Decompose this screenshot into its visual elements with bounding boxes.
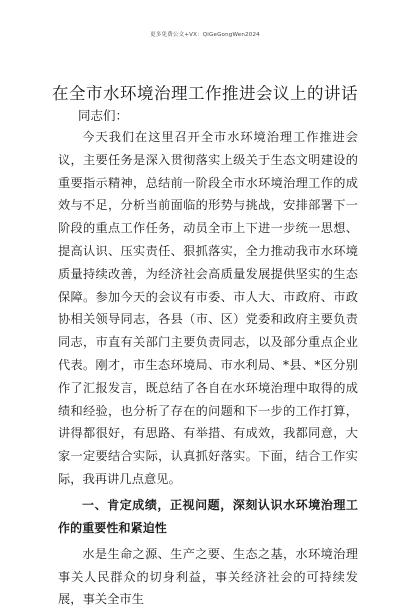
header-watermark: 更多免费公文+VX：QiGeGongWen2024 bbox=[150, 32, 260, 38]
section-heading-1: 一、肯定成绩，正视问题，深刻认识水环境治理工作的重要性和紧迫性 bbox=[58, 497, 358, 535]
body-paragraph-section-1: 水是生命之源、生产之要、生态之基，水环境治理事关人民群众的切身利益，事关经济社会的可持续发展，事关全市生 bbox=[58, 546, 358, 607]
document-title: 在全市水环境治理工作推进会议上的讲话 bbox=[52, 84, 358, 103]
document-body bbox=[58, 126, 358, 614]
body-paragraph-intro: 今天我们在这里召开全市水环境治理工作推进会议，主要任务是深入贯彻落实上级关于生态文明建设的重要指示精神，总结前一阶段全市水环境治理工作的成效与不足，分析当前面临的形势与挑战，安排部署下一阶段的重点工作任务，动员全市上下进一步统一思想、提高认识、压实责任、狠抓落实，全力推动我市水环境质量持续改善，为经济社会高质量发展提供坚实的生态保障。参加今天的会议有市委、市人大、市政府、市政协相关领导同志，各县（市、区）党委和政府主要负责同志，市直有关部门主要负责同志，以及部分重点企业代表。刚才，市生态环境局、市水利局、*县、*区分别作了汇报发言，既总结了各自在水环境治理中取得的成绩和经验，也分析了存在的问题和下一步的工作打算，讲得都很好，有思路、有举措、有成效，我都同意，大家一定要结合实际，认真抓好落实。下面，结合工作实际，我再讲几点意见。 bbox=[58, 130, 358, 486]
salutation: 同志们： bbox=[78, 108, 129, 123]
